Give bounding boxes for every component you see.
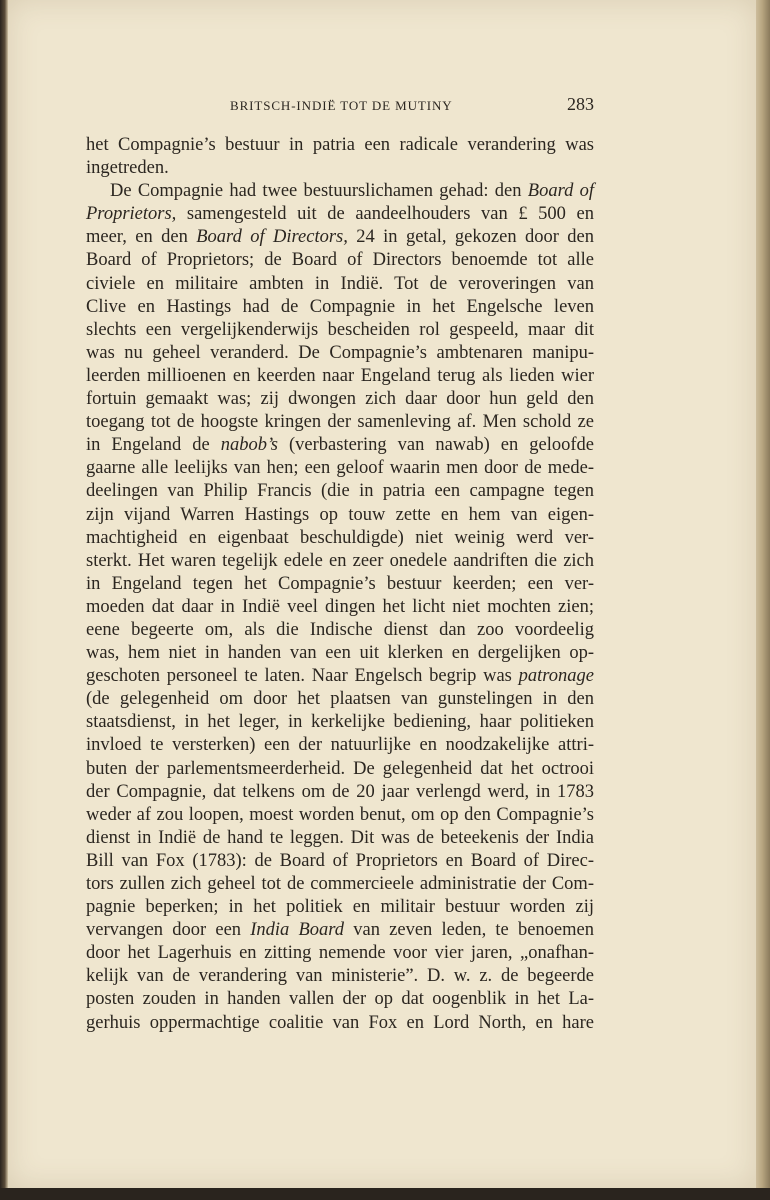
text-line <box>86 1012 594 1035</box>
text-run: fortuin gemaakt was; zij dwongen zich daar door hun geld den <box>86 389 594 410</box>
text-run: dienst in Indië de hand te leggen. Dit was de beteekenis der India <box>86 827 594 848</box>
text-line <box>86 249 594 272</box>
italic-run: Board of Directors, <box>196 227 348 248</box>
text-run: gaarne alle leelijks van hen; een geloof waarin men door de mede- <box>86 458 594 479</box>
text-line <box>86 273 594 296</box>
text-run: invloed te versterken) een der natuurlijke en noodzakelijke attri- <box>86 735 594 756</box>
text-run: van zeven leden, te benoemen <box>344 920 594 941</box>
text-line <box>86 804 594 827</box>
text-run: deelingen van Philip Francis (die in patria een campagne tegen <box>86 481 594 502</box>
book-gutter <box>0 0 8 1200</box>
text-line <box>86 134 594 157</box>
text-line <box>86 642 594 665</box>
text-run: buten der parlementsmeerderheid. De gelegenheid dat het octrooi <box>86 758 594 779</box>
page-header <box>230 94 594 120</box>
text-line <box>86 527 594 550</box>
text-run: in Engeland tegen het Compagnie’s bestuur keerden; een ver- <box>86 573 594 594</box>
text-line <box>86 226 594 249</box>
text-line <box>86 827 594 850</box>
text-run: eene begeerte om, als die Indische dienst dan zoo voordeelig <box>86 619 594 640</box>
text-line <box>86 203 594 226</box>
page-bottom-edge <box>0 1188 770 1200</box>
text-line <box>86 965 594 988</box>
text-run: Clive en Hastings had de Compagnie in het Engelsche leven <box>86 296 594 317</box>
text-run: geschoten personeel te laten. Naar Engelsch begrip was <box>86 666 519 687</box>
text-run: machtigheid en eigenbaat beschuldigde) niet weinig werd ver- <box>86 527 594 548</box>
text-line <box>86 411 594 434</box>
text-line <box>86 919 594 942</box>
text-run: der Compagnie, dat telkens om de 20 jaar verlengd werd, in 1783 <box>86 781 594 802</box>
text-run: De Compagnie had twee bestuurslichamen gehad: den <box>110 181 528 202</box>
text-run: sterkt. Het waren tegelijk edele en zeer onedele aandriften die zich <box>86 550 594 571</box>
text-run: slechts een vergelijkenderwijs bescheiden rol gespeeld, maar dit <box>86 319 594 340</box>
text-line <box>86 157 594 180</box>
italic-run: nabob’s <box>220 435 278 456</box>
text-line <box>86 596 594 619</box>
text-line <box>86 665 594 688</box>
text-run: het Compagnie’s bestuur in patria een radicale verandering was <box>86 135 594 155</box>
text-run: weder af zou loopen, moest worden benut, om op den Compagnie’s <box>86 804 594 825</box>
page-edge <box>756 0 770 1200</box>
text-run: toegang tot de hoogste kringen der samenleving af. Men schold ze <box>86 412 594 433</box>
text-run: zijn vijand Warren Hastings op touw zette en hem van eigen- <box>86 504 594 525</box>
running-head: BRITSCH-INDIË TOT DE MUTINY <box>230 98 453 113</box>
text-line <box>86 711 594 734</box>
text-line <box>86 434 594 457</box>
text-line <box>86 550 594 573</box>
text-line <box>86 619 594 642</box>
text-run: ingetreden. <box>86 158 169 179</box>
text-line <box>86 781 594 804</box>
text-line <box>86 573 594 596</box>
text-line <box>86 850 594 873</box>
text-run: moeden dat daar in Indië veel dingen het licht niet mochten zien; <box>86 596 594 617</box>
text-line <box>86 896 594 919</box>
text-line <box>86 942 594 965</box>
text-line <box>86 504 594 527</box>
text-line <box>86 457 594 480</box>
italic-run: India Board <box>250 920 345 941</box>
text-run: tors zullen zich geheel tot de commercieele administratie der Com- <box>86 874 594 894</box>
text-line <box>86 342 594 365</box>
text-run: 24 in getal, gekozen door den <box>347 227 594 248</box>
text-run: was, hem niet in handen van een uit klerken en dergelijken op- <box>86 643 594 664</box>
text-run: meer, en den <box>86 227 197 248</box>
text-run: in Engeland de <box>86 435 221 456</box>
text-line <box>86 180 594 203</box>
text-line <box>86 480 594 503</box>
text-line <box>86 734 594 757</box>
text-run: Board of Proprietors; de Board of Directors benoemde tot alle <box>86 250 594 271</box>
text-run: staatsdienst, in het leger, in kerkelijke bediening, haar politieken <box>86 712 594 733</box>
italic-run: Proprietors, <box>86 204 177 225</box>
italic-run: Board of <box>527 181 594 202</box>
text-line <box>86 319 594 342</box>
text-run: (de gelegenheid om door het plaatsen van gunstelingen in den <box>86 689 594 710</box>
text-run: posten zouden in handen vallen der op dat oogenblik in het La- <box>86 989 594 1010</box>
text-line <box>86 758 594 781</box>
text-line <box>86 873 594 896</box>
text-run: was nu geheel veranderd. De Compagnie’s ambtenaren manipu- <box>86 342 594 363</box>
text-run: vervangen door een <box>86 920 251 941</box>
text-run: kelijk van de verandering van ministerie”. D. w. z. de begeerde <box>86 966 594 987</box>
text-run: Bill van Fox (1783): de Board of Proprietors en Board of Direc- <box>86 850 594 871</box>
text-run: (verbastering van nawab) en geloofde <box>278 435 595 456</box>
text-run: leerden millioenen en keerden naar Engeland terug als lieden wier <box>86 365 594 386</box>
text-line <box>86 688 594 711</box>
text-line <box>86 988 594 1011</box>
text-line <box>86 388 594 411</box>
text-run: door het Lagerhuis en zitting nemende voor vier jaren, „onafhan- <box>86 943 594 964</box>
text-run: civiele en militaire ambten in Indië. Tot de veroveringen van <box>86 273 594 294</box>
text-run: samengesteld uit de aandeelhouders van £ 500 en <box>176 204 594 225</box>
text-run: pagnie beperken; in het politiek en militair bestuur worden zij <box>86 897 594 918</box>
text-line <box>86 296 594 319</box>
page-number: 283 <box>567 94 594 114</box>
italic-run: patronage <box>518 666 594 687</box>
text-run: gerhuis oppermachtige coalitie van Fox en Lord North, en hare <box>86 1012 594 1033</box>
text-line <box>86 365 594 388</box>
body-text <box>86 134 594 1035</box>
